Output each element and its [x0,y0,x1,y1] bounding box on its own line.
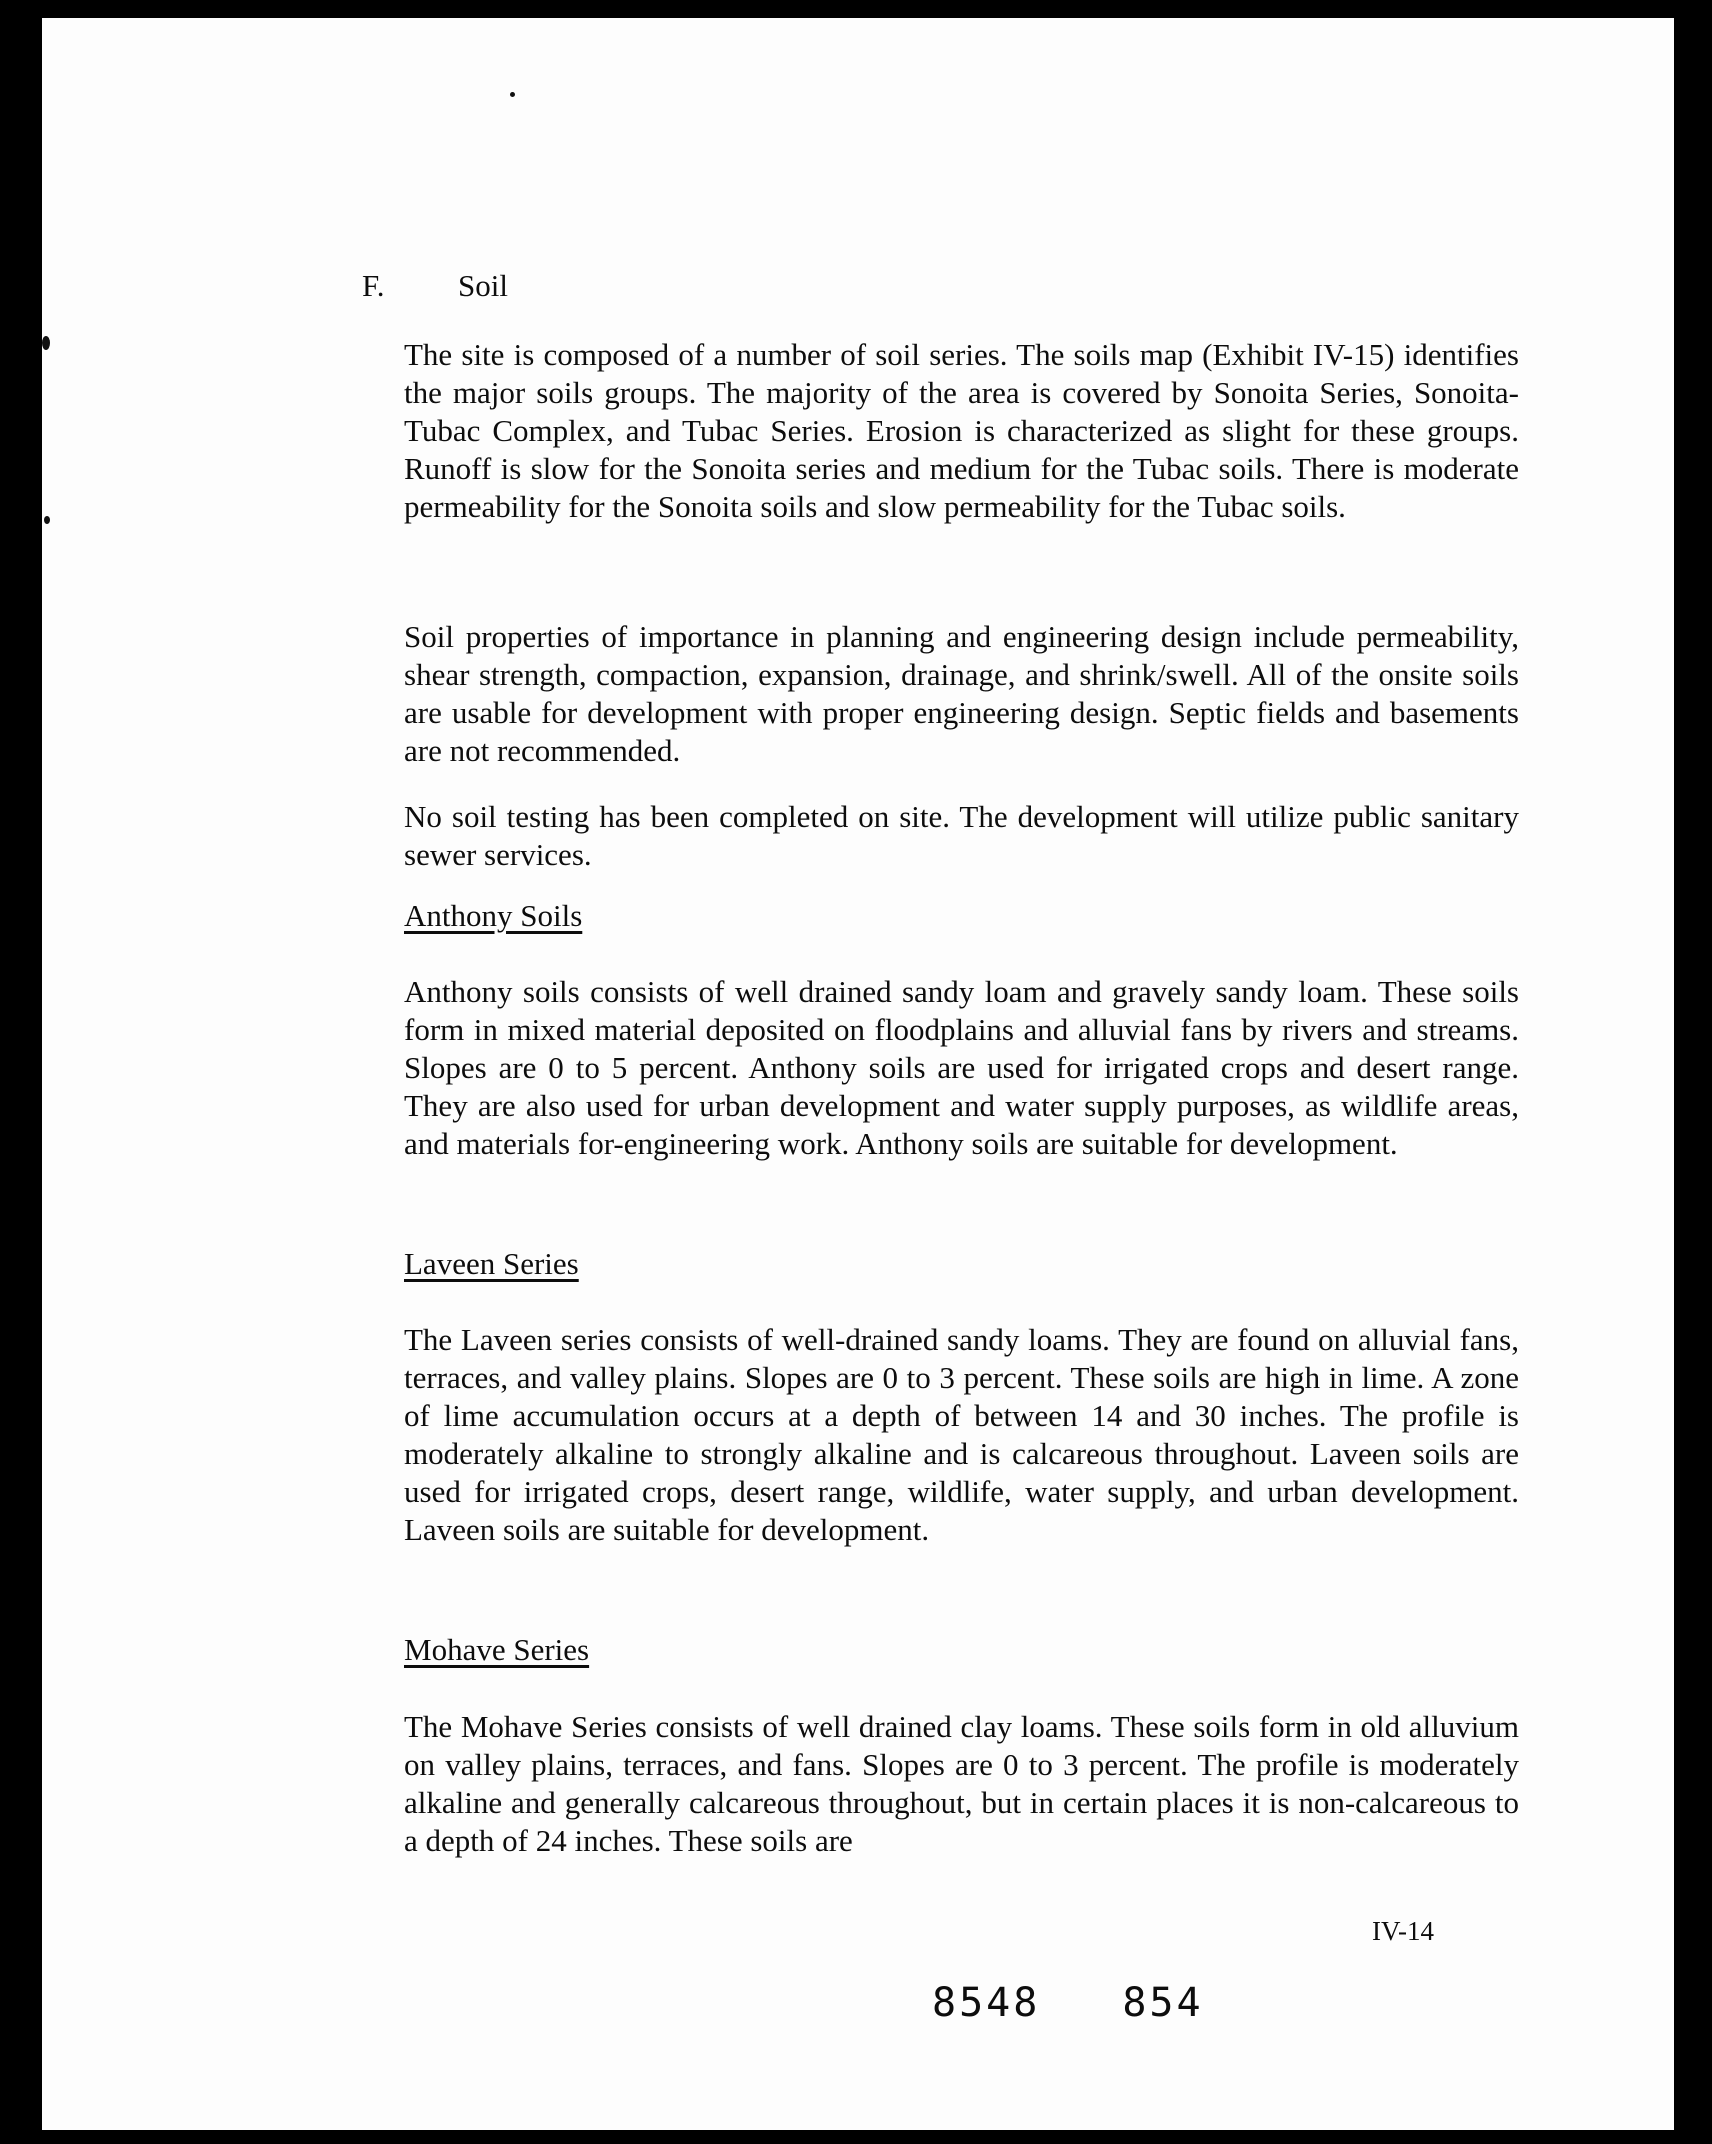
subsection-heading-mohave: Mohave Series [404,1632,590,1667]
scan-speck [42,336,50,350]
document-number-part: 8548 [932,1980,1041,2026]
document-number-part: 854 [1122,1980,1204,2026]
subsection-heading-anthony: Anthony Soils [404,898,583,933]
section-title: Soil [458,268,508,303]
subsection-text-mohave: The Mohave Series consists of well drained clay loams. These soils form in old alluvium on valley plains, terraces, and fans. Slopes are 0 to 3 percent. The profile is moderately alkaline and generally calcareous throughout, but in certain places it is non-calcareous to a depth of 24 inches. These soils are [404,1709,1519,1858]
page-number: IV-14 [1372,1916,1435,1946]
subsection-text-anthony: Anthony soils consists of well drained sandy loam and gravely sandy loam. These soils form in mixed material deposited on floodplains and alluvial fans by rivers and streams. Slopes are 0 to 5 percent. Anthony soils are used for irrigated crops and desert range. They are also used for urban development and water supply purposes, as wildlife areas, and materials for-engineering work. Anthony soils are suitable for development. [404,974,1519,1161]
intro-paragraph: The site is composed of a number of soil series. The soils map (Exhibit IV-15) identifies the major soils groups. The majority of the area is covered by Sonoita Series, Sonoita-Tubac Complex, and Tubac Series. Erosion is characterized as slight for these groups. Runoff is slow for the Sonoita series and medium for the Tubac soils. There is moderate permeability for the Sonoita soils and slow permeability for the Tubac soils. [404,337,1519,524]
document-page [42,18,1674,2130]
scan-speck [510,92,515,97]
scan-speck [44,516,50,524]
intro-paragraph: Soil properties of importance in planning and engineering design include permeability, shear strength, compaction, expansion, drainage, and shrink/swell. All of the onsite soils are usable for development with proper engineering design. Septic fields and basements are not recommended. [404,619,1519,768]
subsection-heading-laveen: Laveen Series [404,1246,579,1281]
intro-paragraph: No soil testing has been completed on site. The development will utilize public sanitary sewer services. [404,799,1519,872]
section-letter: F. [362,268,385,303]
section-heading [362,268,508,304]
document-number [932,1980,1204,2026]
subsection-text-laveen: The Laveen series consists of well-drained sandy loams. They are found on alluvial fans, terraces, and valley plains. Slopes are 0 to 3 percent. These soils are high in lime. A zone of lime accumulation occurs at a depth of between 14 and 30 inches. The profile is moderately alkaline to strongly alkaline and is calcareous throughout. Laveen soils are used for irrigated crops, desert range, wildlife, water supply, and urban development. Laveen soils are suitable for development. [404,1322,1519,1547]
